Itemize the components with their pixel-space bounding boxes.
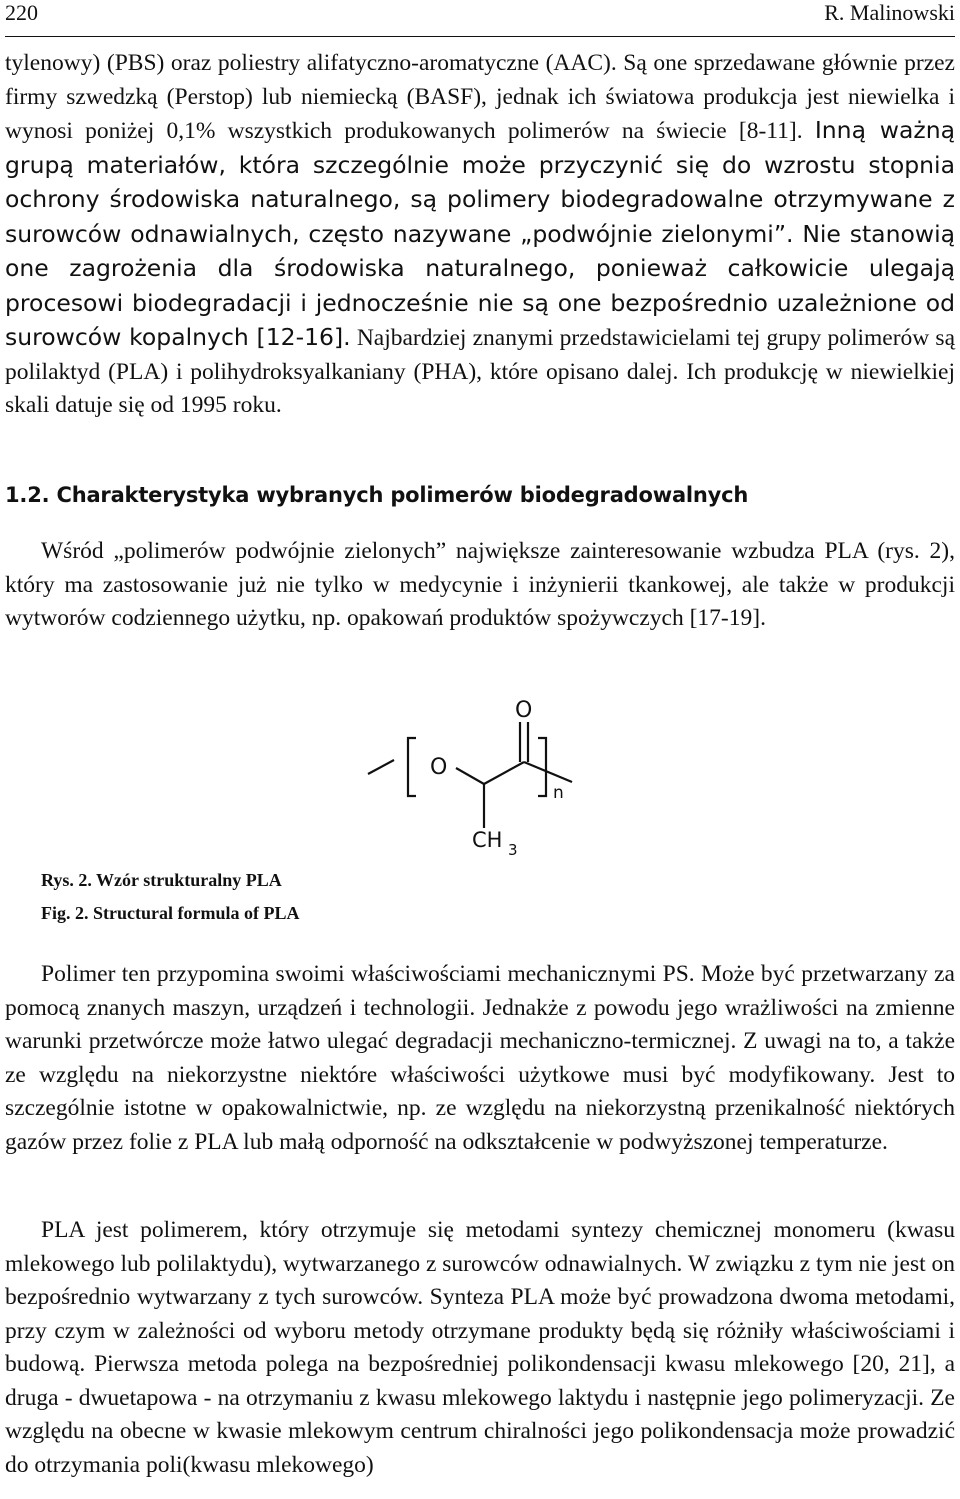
carbonyl-oxygen-label: O	[515, 698, 533, 723]
paragraph-synthesis: PLA jest polimerem, który otrzymuje się metodami syntezy chemicznej monomeru (kwasu mlekowego lub polilaktydu), wytwarzanego z surowców odnawialnych. W związku z tym nie jest on bezpośrednio wytwarzany z tych surowców. Synteza PLA może być prowadzona dwoma metodami, przy czym w zależności od wyboru metody otrzymane produkty będą się różniły właściwościami i budową. Pierwsza metoda polega na bezpośredniej polikondensacji kwasu mlekowego [20, 21], a druga - dwuetapowa - na otrzymaniu z kwasu mlekowego laktydu i następnie jego polimeryzacji. Ze względu na obecne w kwasie mlekowym centrum chiralności jego polikondensacja może prowadzić do otrzymania poli(kwasu mlekowego)	[5, 1217, 955, 1478]
repeat-subscript-n: n	[553, 783, 564, 803]
paragraph-intro-part-b: Inną ważną grupą materiałów, która szczególnie może przyczynić się do wzrostu stopnia ochrony środowiska naturalnego, są polimery biodegradowalne otrzymywane z surowców odnawialnych, często nazywane „podwójnie zielonymi”. Nie stanowią one zagrożenia dla środowiska naturalnego, ponieważ całkowicie ulegają procesowi biodegradacji i jednocześnie nie są one bezpośrednio uzależnione od surowców kopalnych [12-16].	[5, 116, 956, 351]
page-header	[5, 0, 955, 40]
paragraph-processing: Polimer ten przypomina swoimi właściwościami mechanicznymi PS. Może być przetwarzany za pomocą znanych maszyn, urządzeń i technologii. Jednakże z powodu jego wrażliwości na zmienne warunki przetwórcze może łatwo ulegać degradacji mechaniczno-termicznej. Z uwagi na to, a także ze względu na niekorzystne niektóre właściwości użytkowe musi być modyfikowany. Jest to szczególnie istotne w opakowalnictwie, np. ze względu na niekorzystną przenikalność niektórych gazów przez folie z PLA lub małą odporność na odkształcenie w podwyższonej temperaturze.	[5, 961, 955, 1155]
figure-caption-polish: Rys. 2. Wzór strukturalny PLA	[41, 870, 282, 890]
paragraph-intro	[5, 47, 955, 423]
section-heading: 1.2. Charakterystyka wybranych polimerów biodegradowalnych	[5, 483, 749, 507]
paragraph-pla-interest: Wśród „polimerów podwójnie zielonych” największe zainteresowanie wzbudza PLA (rys. 2), który ma zastosowanie już nie tylko w medycynie i inżynierii tkankowej, ale także w produkcji wytworów codziennego użytku, np. opakowań produktów spożywczych [17-19].	[5, 538, 955, 631]
pla-structural-formula	[360, 690, 600, 860]
pla-structure-svg	[360, 690, 600, 860]
ester-oxygen-label: O	[430, 755, 448, 780]
paragraph-intro-part-a: tylenowy) (PBS) oraz poliestry alifatyczno-aromatyczne (AAC). Są one sprzedawane głównie przez firmy szwedzką (Perstop) lub niemiecką (BASF), jednak ich światowa produkcja jest niewielka i wynosi poniżej 0,1% wszystkich produkowanych polimerów na świecie [8-11].	[5, 50, 955, 144]
paragraph-intro-part-c: Najbardziej znanymi przedstawicielami tej grupy polimerów są polilaktyd (PLA) i polihydroksyalkaniany (PHA), które opisano dalej. Ich produkcję w niewielkiej skali datuje się od 1995 roku.	[5, 325, 956, 418]
methyl-group-label: CH	[472, 828, 503, 852]
running-head-author: R. Malinowski	[824, 0, 955, 25]
figure-caption-english: Fig. 2. Structural formula of PLA	[41, 903, 300, 923]
header-rule	[5, 36, 955, 37]
page-number: 220	[5, 0, 38, 25]
methyl-subscript-3: 3	[508, 841, 518, 859]
left-bracket	[408, 738, 416, 796]
right-bracket	[538, 738, 546, 796]
